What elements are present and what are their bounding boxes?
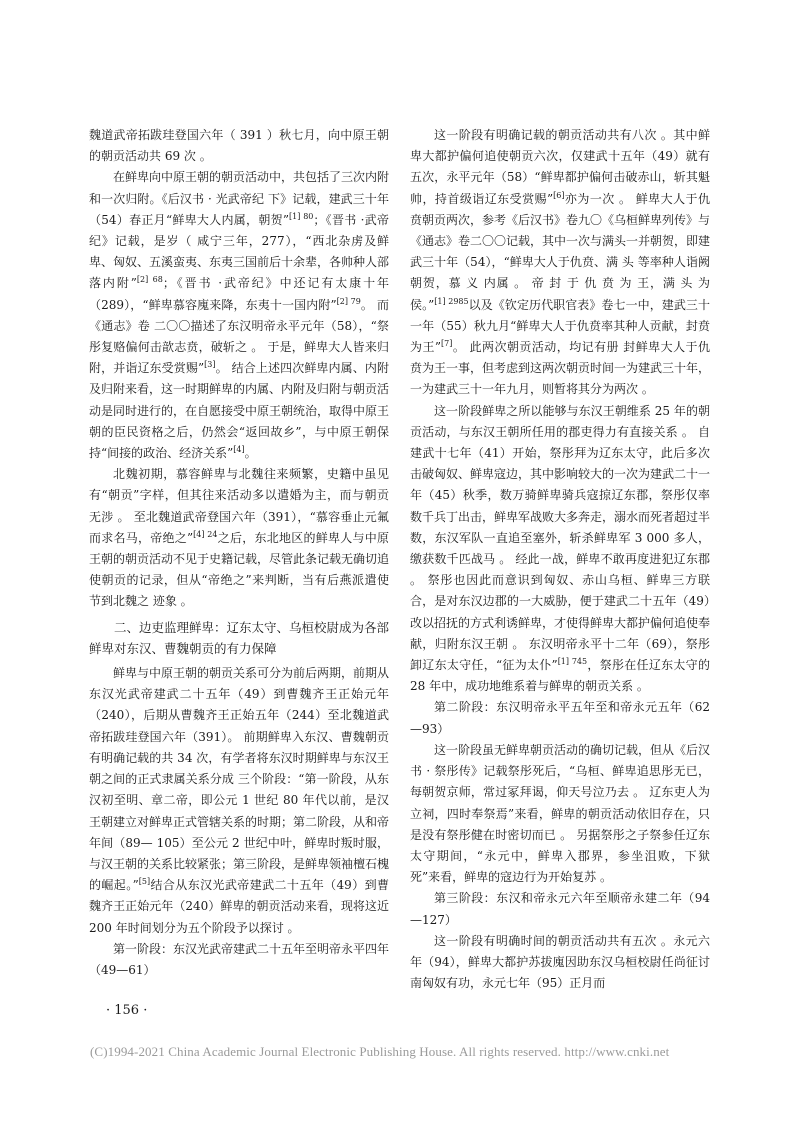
section-heading: 二、边吏监理鲜卑：辽东太守、乌桓校尉成为各部鲜卑对东汉、曹魏朝贡的有力保障: [89, 619, 390, 656]
citation: [5]: [138, 877, 151, 887]
text: 这一阶段有明确记载的朝贡活动共有八次 。其中鲜卑大都护偏何追使朝贡六次，仅建武十五年（49）就有五次，永平元年（58）“鲜卑都护偏何击破赤山，斩其魁帅，持首级诣辽东受赏赐”: [410, 128, 710, 206]
paragraph: [410, 931, 710, 995]
text: 北魏初期，慕容鲜卑与北魏往来频繁，史籍中虽见有“朝贡”字样，但其往来活动多以遣婚为主，而与朝贡无涉 。 至北魏道武帝登国六年（391），“慕容垂止元氟而求名马，帝绝之”: [89, 467, 389, 545]
citation: [1] 745: [557, 657, 588, 667]
paragraph: [89, 125, 389, 167]
right-column: [410, 125, 710, 994]
phase-heading: 第三阶段：东汉和帝永元六年至顺帝永建二年（94—127）: [410, 891, 710, 927]
paragraph: [89, 663, 389, 939]
text: 这一阶段鲜卑之所以能够与东汉王朝维系 25 年的朝贡活动，与东汉王朝所任用的郡吏得力有直接关系 。 自建武十七年（41）开始，祭彤拜为辽东太守，此后多次击破匈奴、鲜卑寇边，其中影响较大的一次为建武二十一年（45）秋季，数万骑鲜卑骑兵寇掠辽东郡，祭彤仅率数千兵丁出击，鲜卑军战败大多奔走，溺水而死者超过半数，东汉军队一直追至塞外，斩杀鲜卑军 3 000 多人，缴获数千匹战马 。 经此一战，鲜卑不敢再度进犯辽东郡 。 祭彤也因此而意识到匈奴、赤山乌桓、鲜卑三方联合，是对东汉边郡的一大威胁，便于建武二十五年（49）改以招抚的方式利诱鲜卑，才使得鲜卑大都护偏何追使奉献，归附东汉王朝 。 东汉明帝永平十二年（69），祭彤卸辽东太守任，“征为太仆”: [410, 403, 711, 673]
text: 鲜卑与中原王朝的朝贡关系可分为前后两期，前期从东汉光武帝建武二十五年（49）到曹魏齐王正始元年（240），后期从曹魏齐王正始五年（244）至北魏道武帝拓跋珪登国六年（391）。 前期鲜卑入东汉、曹魏朝贡有明确记载的共 34 次，有学者将东汉时期鲜卑与东汉王朝之间的正式隶属关系分成 三个阶段：“第一阶段，从东汉初至明、章二帝，即公元 1 世纪 80 年代以前，是汉王朝建立对鲜卑正式管辖关系的时期；第二阶段，从和帝年间（89— 105）至公元 2 世纪中叶，鲜卑时叛时服，与汉王朝的关系比较紧张；第三阶段，是鲜卑领袖檀石槐的崛起。”: [89, 666, 390, 893]
citation: [1] 2985: [434, 296, 469, 306]
citation: [1] 80: [289, 211, 314, 221]
text: 在鲜卑向中原王朝的朝贡活动中，共包括了三次内附和一次归附。《后汉书 · 光武帝纪 下》记载，建武三十年（54）春正月“鲜卑大人内属，朝贺”: [89, 170, 390, 227]
text: 以及《钦定历代职官表》卷七一中，建武三十一年（55）秋九月“鲜卑大人于仇贲率其种人贡献，封贲为王”: [410, 297, 710, 355]
copyright-footer: (C)1994-2021 China Academic Journal Electronic Publishing House. All rights reserved. http://www.cnki.net: [90, 1044, 670, 1059]
citation: [2] 79: [336, 296, 361, 306]
citation: [4] 24: [193, 529, 218, 539]
citation: [3]: [204, 360, 216, 370]
citation: [6]: [553, 190, 565, 200]
text: 亦为一次 。 鲜卑大人于仇贲朝贡两次，参考《后汉书》卷九〇《乌桓鲜卑列传》与《通志》卷二〇〇记载，其中一次与满头一并朝贺，即建武三十年（54），“鲜卑大人于仇贲、满 头 等率种人诣阙朝贺，慕 义 内属 。 帝 封 于 仇 贲 为 王，满 头 为侯。”: [410, 191, 711, 312]
text: ，祭彤在任辽东太守的 28 年中，成功地维系着与鲜卑的朝贡关系 。: [410, 658, 710, 694]
text: 。 而《通志》卷 二〇〇描述了东汉明帝永平元年（58），“祭彤复赂偏何击歆志贲，破斩之 。 于是，鲜卑大人皆来归附，并诣辽东受赏赐”: [89, 297, 389, 376]
phase-heading: 第一阶段：东汉光武帝建武二十五年至明帝永平四年（49—61）: [89, 941, 390, 977]
text: ；《晋书 ·武帝纪》中还记有太康十年（289），“鲜卑慕容廆来降，东夷十一国内附”: [89, 276, 389, 312]
text: 。 此两次朝贡活动，均记有册 封鲜卑大人于仇贲为王一事，但考虑到这两次朝贡时间一为建武三十年，一为建武三十一年九月，则暂将其分为两次 。: [410, 340, 711, 397]
text: ；《晋书 ·武帝纪》记载，是岁（ 咸宁三年，277），“西北杂虏及鲜卑、匈奴、五溪蛮夷、东夷三国前后十余辈，各帅种人部落内附”: [89, 212, 390, 291]
paragraph: [410, 401, 710, 698]
text: 之后，东北地区的鲜卑人与中原王朝的朝贡活动不见于史籍记载，尽管此条记载无确切追使朝贡的记录，但从“帝绝之”来判断，当有后燕派遣使节到北魏之 迹象 。: [89, 530, 390, 609]
phase-heading: 第二阶段：东汉明帝永平五年至和帝永元五年（62—93）: [410, 700, 710, 736]
paragraph: [410, 740, 710, 888]
citation: [7]: [441, 339, 453, 349]
left-column: [89, 125, 389, 981]
text: 。 结合上述四次鲜卑内属、内附及归附来看，这一时期鲜卑的内属、内附及归附与朝贡活动是同时进行的，在自愿接受中原王朝统治，取得中原王朝的臣民资格之后，仍然会“返回故乡”，与中原王朝保持“间接的政治、经济关系”: [89, 361, 390, 461]
text: 这一阶段有明确时间的朝贡活动共有五次 。永元六年（94），鲜卑大都护苏拔廆因助东汉乌桓校尉任尚征讨南匈奴有功，永元七年（95）正月而: [410, 933, 710, 991]
citation: [2] 68: [136, 275, 163, 285]
paragraph: [410, 125, 710, 401]
text: 魏道武帝拓跋珪登国六年（ 391 ）秋七月，向中原王朝的朝贡活动共 69 次 。: [89, 128, 389, 164]
paragraph: [89, 464, 389, 612]
citation: [4]: [233, 445, 245, 455]
paragraph: [89, 167, 389, 464]
text: 。: [244, 446, 257, 461]
page-number: · 156 ·: [106, 1003, 148, 1018]
text: 这一阶段虽无鲜卑朝贡活动的确切记载，但从《后汉书 · 祭彤传》记载祭彤死后，“乌桓、鲜卑追思彤无已，每朝贺京师，常过冢拜谒，仰天号泣乃去 。 辽东吏人为立祠，四时奉祭焉”来看，鲜卑的朝贡活动依旧存在，只是没有祭彤健在时密切而已 。 另据祭彤之子祭参任辽东太守期间，“永元中，鲜卑入郡界，参坐沮败，下狱死”来看，鲜卑的寇边行为开始复苏 。: [410, 742, 711, 885]
text: 结合从东汉光武帝建武二十五年（49）到曹魏齐王正始元年（240）鲜卑的朝贡活动来看，现将这近 200 年时间划分为五个阶段予以探讨 。: [89, 878, 389, 935]
